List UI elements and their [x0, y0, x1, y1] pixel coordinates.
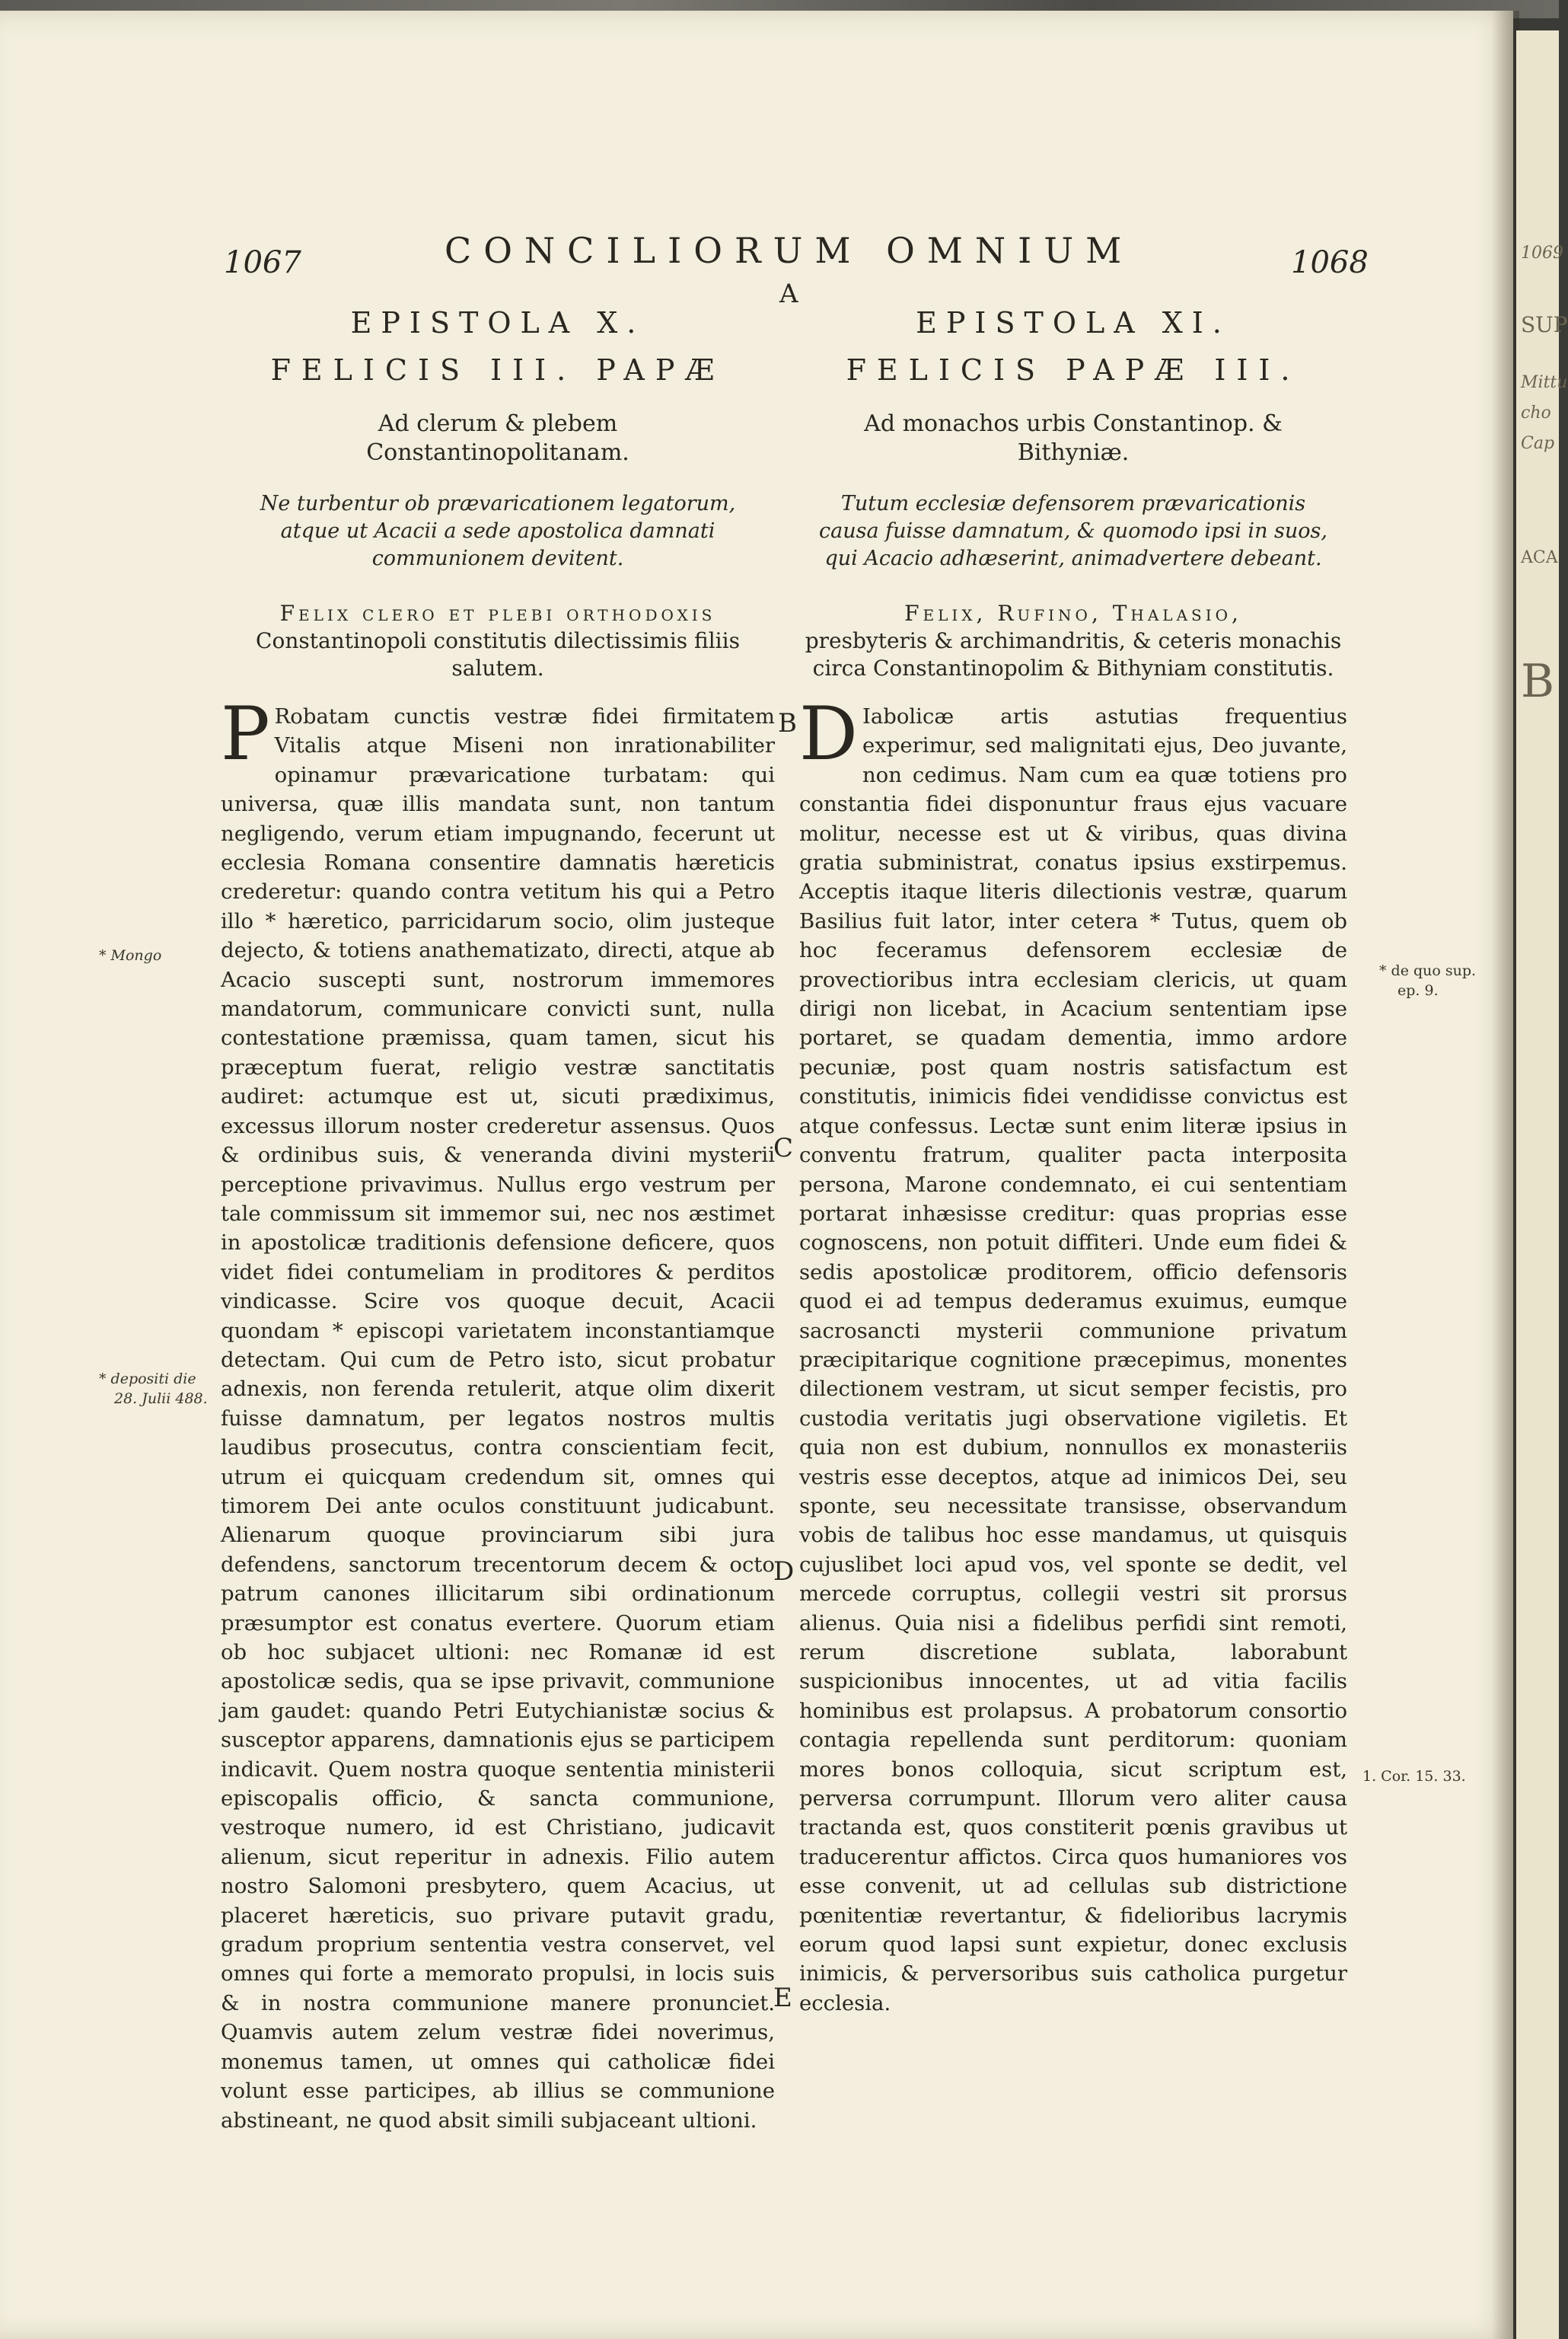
adjacent-page-heading: SUP [1521, 312, 1568, 337]
epistle-summary: Tutum ecclesiæ defensorem prævaricationis causa fuisse damnatum, & quomodo ipsi in suos, qui Acacio adhæserint, animadvertere debeant. [819, 492, 1327, 570]
running-title: CONCILIORUM OMNIUM [445, 230, 1134, 271]
greeting-caps: Felix, Rufino, Thalasio, [904, 601, 1242, 626]
epistle-greeting [799, 600, 1347, 682]
section-marker-d: D [773, 1556, 795, 1587]
section-marker-a: A [779, 279, 798, 309]
margin-note-corinthians: 1. Cor. 15. 33. [1362, 1768, 1466, 1785]
epistle-body [799, 691, 1347, 2018]
adjacent-page-text: ACA [1521, 548, 1558, 567]
section-marker-c: C [773, 1133, 794, 1163]
drop-cap: P [221, 691, 270, 777]
margin-note-de-quo: * de quo sup. [1379, 962, 1477, 979]
epistle-author: FELICIS PAPÆ III. [846, 353, 1301, 387]
adjacent-page-text: Cap [1521, 434, 1555, 453]
epistle-title: EPISTOLA XI. [916, 306, 1231, 340]
body-text: Robatam cunctis vestræ fidei firmitatem Vitalis atque Miseni non inrationabiliter opinamur prævaricatione turbatam: qui universa, quæ illis mandata sunt, non tantum negligendo, verum etiam impugnando, fecerunt ut ecclesia Romana consentire damnatis hæreticis crederetur: quando contra vetitum his qui a Petro illo * hæretico, parricidarum socio, olim justeque dejecto, & totiens anathematizato, directi, atque ab Acacio suscepti sunt, nostrorum immemores mandatorum, communicare convicti sunt, nulla contestatione præmissa, quam tamen, sicut his præceptum fuerat, religio vestræ sanctitatis audiret: actumque est ut, sicuti prædiximus, excessus illorum noster crederetur assensus. Quos & ordinibus suis, & veneranda divini mysterii perceptione privavimus. Nullus ergo vestrum per tale commissum sit immemor sui, nec nos æstimet in apostolicæ traditionis defensione deficere, quos videt fidei contumeliam in proditores & perditos vindicasse. Scire vos quoque decuit, Acacii quondam * episcopi varietatem inconstantiamque detectam. Qui cum de Petro isto, sicut probatur adnexis, non ferenda retulerit, atque olim dixerit fuisse damnatum, per legatos nostros multis laudibus prosecutus, contra conscientiam fecit, utrum ei quicquam credendum sit, omnes qui timorem Dei ante oculos constituunt judicabunt. Alienarum quoque provinciarum sibi jura defendens, sanctorum trecentorum decem & octo patrum canones illicitarum sibi ordinationum præsumptor est conatus evertere. Quorum etiam ob hoc subjacet ultioni: nec Romanæ id est apostolicæ sedis, qua se ipse privavit, communione jam gaudet: quando Petri Eutychianistæ socius & susceptor apparens, damnationis ejus se participem indicavit. Quem nostra quoque sententia ministerii episcopalis officio, & sancta communione, vestroque numero, id est Christiano, judicavit alienum, sicut reperitur in adnexis. Filio autem nostro Salomoni presbytero, quem Acacius, ut placeret hæreticis, suo privare putavit gradu, gradum proprium sententia vestra conservet, vel omnes qui forte a memorato propulsi, in locis suis & in nostra communione manere pronunciet. Quamvis autem zelum vestræ fidei noverimus, monemus tamen, ut omnes qui catholicæ fidei volunt esse participes, ab illius se communione abstineant, ne quod absit simili subjaceant ultioni. [221, 704, 775, 2133]
epistle-greeting [221, 600, 775, 682]
margin-note-date: 28. Julii 488. [114, 1390, 208, 1407]
margin-note-epistle-ref: ep. 9. [1397, 982, 1439, 999]
greeting-text: Constantinopoli constitutis dilectissimis filiis salutem. [256, 628, 740, 681]
adjacent-page-dropcap: B [1521, 655, 1555, 708]
adjacent-page-text: Mittu [1521, 373, 1568, 392]
margin-note-depositi: * depositi die [99, 1371, 196, 1387]
page-curl-shadow [1492, 11, 1519, 2339]
margin-note-mongo: * Mongo [99, 947, 162, 964]
section-marker-e: E [773, 1983, 792, 2013]
epistle-address: Ad clerum & plebem Constantinopolitanam. [366, 410, 629, 466]
adjacent-page-edge [1516, 30, 1568, 2339]
epistle-summary: Ne turbentur ob prævaricationem legatorum, atque ut Acacii a sede apostolica damnati communionem devitent. [260, 492, 736, 570]
body-text: Iabolicæ artis astutias frequentius experimur, sed malignitati ejus, Deo juvante, non cedimus. Nam cum ea quæ totiens pro constantia fidei disponuntur fraus ejus vacuare molitur, necesse est ut & viribus, quas divina gratia subministrat, conatus ipsius exstirpemus. Acceptis itaque literis dilectionis vestræ, quarum Basilius fuit lator, inter cetera * Tutus, quem ob hoc feceramus defensorem ecclesiæ de provectioribus intra ecclesiam clericis, ut quam dirigi non licebat, in Acacium sententiam ipse portaret, se quadam dementia, immo ardore pecuniæ, post quam nostris satisfactum est constitutis, inimicis fidei vendidisse convictus est atque confessus. Lectæ sunt enim literæ ipsius in conventu fratrum, qualiter pacta interposita persona, Marone condemnato, ei cui sententiam portarat inhæsisse creditur: quas proprias esse cognoscens, non potuit diffiteri. Unde eum fidei & sedis apostolicæ proditorem, officio defensoris quod ei ad tempus dederamus exuimus, eumque sacrosancti mysterii communione privatum præcipitarique cognitione præcepimus, monentes dilectionem vestram, ut sicut semper fecistis, pro custodia veritatis jugi observatione vigiletis. Et quia non est dubium, nonnullos ex monasteriis vestris esse deceptos, atque ad inimicos Dei, seu sponte, seu necessitate transisse, observandum vobis de talibus hoc esse mandamus, ut quisquis cujuslibet loci apud vos, vel sponte se dedit, vel mercede corruptus, collegii vestri sit prorsus alienus. Quia nisi a fidelibus perfidi sint remoti, rerum discretione sublata, laborabunt suspicionibus innocentes, ut ad vitia facilis hominibus est prolapsus. A probatorum consortio contagia repellenda sunt perditorum: quoniam mores bonos colloquia, sicut scriptum est, perversa corrumpunt. Illorum vero aliter causa tractanda est, quos constiterit pœnis gravibus ut traducerentur affictos. Circa quos humaniores vos esse convenit, ut ad cellulas sub districtione pœnitentiæ revertantur, & fidelioribus lacrymis eorum quod lapsi sunt expietur, donec exclusis inimicis, & perversoribus suis catholica purgetur ecclesia. [799, 704, 1347, 2015]
page-number-left: 1067 [224, 245, 301, 280]
greeting-caps: Felix clero et plebi orthodoxis [279, 601, 716, 626]
epistle-author: FELICIS III. PAPÆ [270, 353, 725, 387]
right-column [799, 298, 1347, 2018]
adjacent-page-number: 1069 [1521, 244, 1563, 263]
epistle-title: EPISTOLA X. [350, 306, 645, 340]
page-number-right: 1068 [1291, 245, 1369, 280]
epistle-address: Ad monachos urbis Constantinop. & Bithyniæ. [864, 410, 1283, 466]
adjacent-page-text: cho [1521, 404, 1551, 423]
drop-cap: D [799, 691, 858, 777]
epistle-body [221, 691, 775, 2135]
left-column [221, 298, 775, 2135]
section-marker-b: B [778, 708, 797, 739]
greeting-text: presbyteris & archimandritis, & ceteris monachis circa Constantinopolim & Bithyniam constitutis. [805, 628, 1342, 681]
